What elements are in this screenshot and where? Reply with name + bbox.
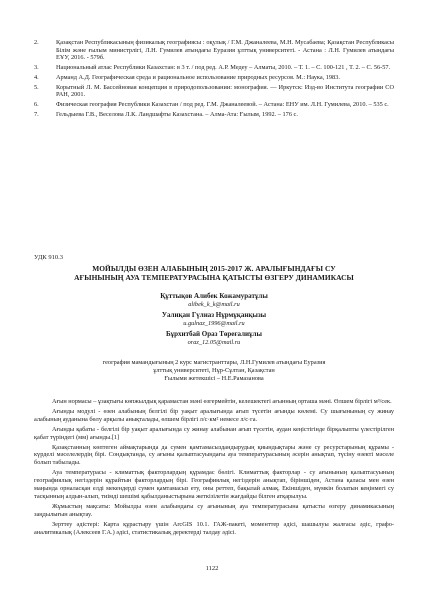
reference-item: 7. Гельдыева Г.В., Веселова Л.К. Ландшафты Казахстана. – Алма-Ата: Ғылым, 1992. – 176 с.: [34, 110, 298, 118]
reference-list: [34, 39, 394, 120]
title-line: МОЙЫЛДЫ ӨЗЕН АЛАБЫНЫҢ 2015-2017 Ж. АРАЛЫҒЫНДАҒЫ СУ: [92, 264, 336, 273]
article-title: [34, 264, 394, 282]
body-paragraph: Ағынды қабаты - белгілі бір уақыт аралығында су жинау алабынан ағып түсетін, аудан кеңістігінде бірқалыпты үлестірілген қабат түріндегі (мм) ағынды.[1]: [34, 425, 394, 441]
reference-item: 3. Национальный атлас Республики Казахстан: в 3 т. / под ред. А.Р. Медеу – Алматы, 2010. – Т. 1. – С. 100-121 , Т. 2. – С. 56-57.: [34, 63, 391, 71]
author-name: Құттықов Алибек Кожамуратұлы: [160, 292, 268, 300]
body-paragraph: Ағынды модулі - өзен алабының белгілі бір уақыт аралығында ағып түсетін ағынды көлемі. Су шығынының су жинау алабының ауданына бөлу арқылы анықталады, өлшем бірлігі л/с·км² немесе л/с·га.: [34, 407, 394, 423]
reference-item: 2. Қазақстан Республикасының физикалық географиясы : оқулық / Г.М. Джаналеева, М.Н. Мусабаева; Қазақстан Республикасы Білім және ғылым министрлігі, Л.Н. Гумилев атындағы Еуразия ұлттық университеті. - Астана : Л.Н. Гумилев атындағы ЕҰУ, 2016. - 579б.: [34, 39, 394, 62]
udk-code: УДК 910.3: [34, 254, 63, 261]
body-paragraph: Ағын нормасы – ұзақтығы көпжылдық қарамастан мәні өзгермейтін, келешектегі ағынның орташа мәні. Өлшем бірлігі м³/сек.: [52, 398, 392, 405]
author-email: u.gulnaz_1996@mail.ru: [183, 320, 245, 327]
body-paragraph: Жұмыстың мақсаты: Мойылды өзен алабындағы су ағынының ауа температурасына қатысты өзгеру динамикасының заңдылығын анықтау.: [34, 502, 394, 518]
affiliation-line: ұлттық университеті, Нұр-Сұлтан, Қазақстан: [153, 367, 275, 375]
reference-item: 4. Арманд А.Д. Географическая среда и рациональное использование природных ресурсов. М.: Наука, 1983.: [34, 73, 340, 81]
body-paragraph: Зерттеу әдістері: Карта құрастыру үшін ArcGIS 10.1. ГАЖ-пакеті, моменттер әдісі, шашылуы жалғасы әдіс, графо-аналитикалық (Алексеев Г.А.) әдісі, статистикалық деректерді талдау әдісі.: [34, 520, 394, 536]
reference-item: 6. Физическая география Республики Казахстан / под ред. Г.М. Джаналеевой. – Астана: ЕНУ им. Л.Н. Гумилева, 2010. – 535 с.: [34, 100, 389, 108]
author-name: Бұрхитбай Ораз Төреғалиұлы: [166, 330, 262, 338]
affiliation-line: география мамандығының 2 курс магистранттары, Л.Н.Гумилев атындағы Еуразия: [102, 359, 326, 366]
article-body: [34, 398, 394, 539]
affiliation: [34, 359, 394, 384]
affiliation-line: Ғылыми жетекшісі – Н.Е.Рамазанова: [164, 375, 264, 383]
body-paragraph: Қазақстанның көптеген аймақтарында да сумен қамтамасыздандырудың қиындықтары және су ресурстарының құрамы - күрделі мәселелердің бірі. Сондықтанда, су ағыны қалыптасуындағы ауа температурасының әсерін анықтап, түсіну өзекті мәселе болып табылады.: [34, 443, 394, 467]
author-email: alibek_k_k@mail.ru: [188, 301, 240, 308]
body-paragraph: Ауа температурасы - климаттық факторлардың құрамдас бөлігі. Климаттық факторлар - су ағынының қалыптасуының географиялық негіздерін құрайтын факторлардың бірі. Географиялық негіздерін анықтап, біріншіден, Астана қаласы мен өзен маңында орналасқан елді мекендерді сумен қамтамасыз ету, оны реттеп, бақылай алмақ. Екіншіден, мүмкін болатын кеңінмегі су тасқынның алдын-алып, тиімді шешімі қабылданыстырына жеткізілетін жағдайды білген атқарылуы.: [34, 469, 394, 500]
author-block: [34, 292, 394, 349]
author-email: oraz_12.05@mail.ru: [187, 339, 241, 346]
author-name: Уалиқан Гүлназ Нұрмұқанқызы: [161, 311, 267, 319]
page-number: 1122: [205, 565, 219, 572]
reference-item: 5. Корытный Л. М. Бассейновая концепция в природопользовании: монография. — Иркутск: Изд-во Института географии СО РАН, 2001.: [34, 83, 394, 99]
title-line: АҒЫНЫНЫҢ АУА ТЕМПЕРАТУРАСЫНА ҚАТЫСТЫ ӨЗГЕРУ ДИНАМИКАСЫ: [74, 273, 354, 282]
